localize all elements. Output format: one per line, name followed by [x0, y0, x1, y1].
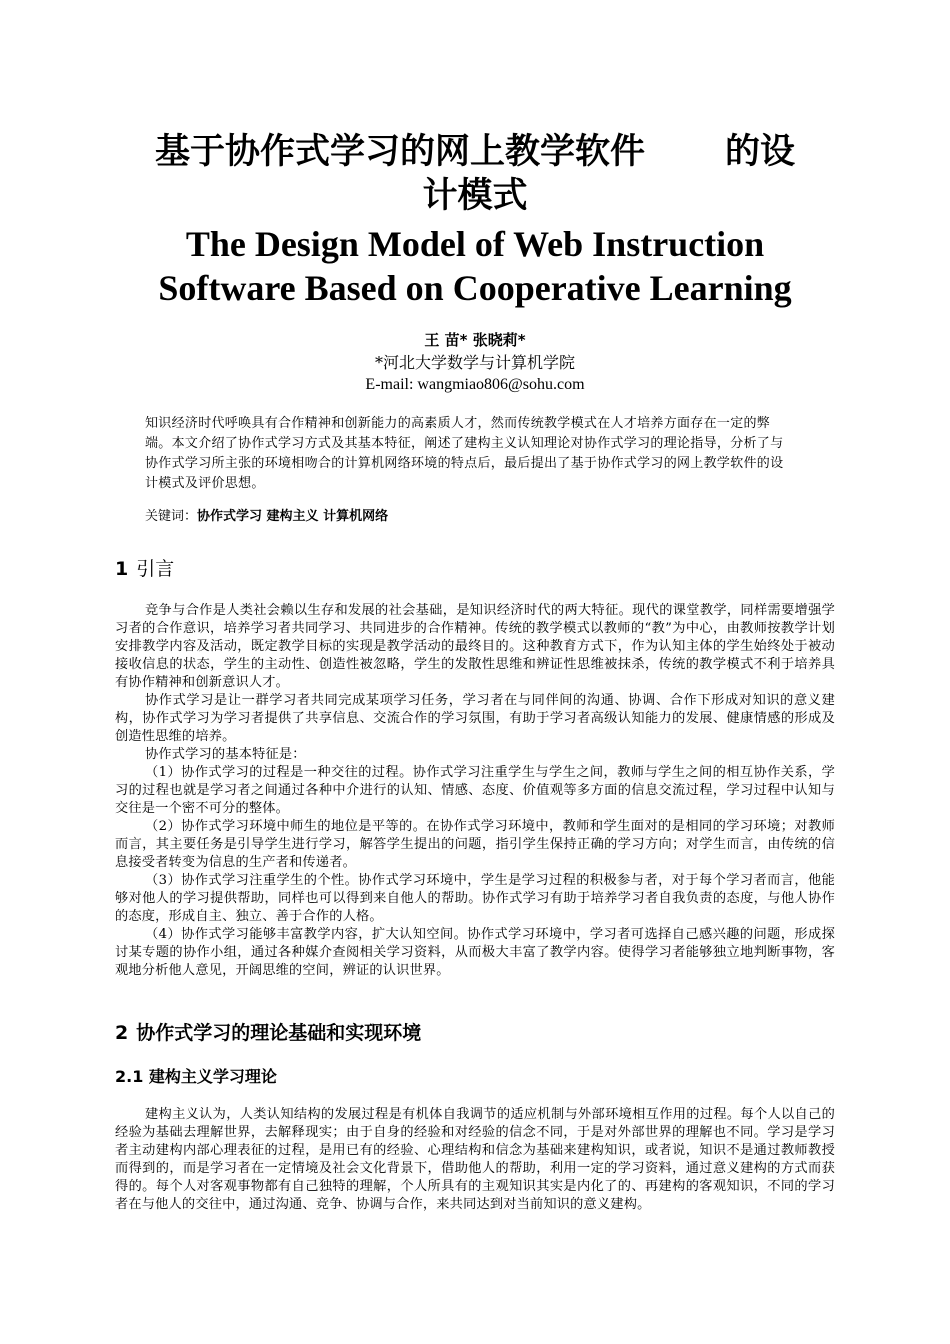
affiliation: *河北大学数学与计算机学院 [374, 353, 575, 372]
paragraph: （2）协作式学习环境中师生的地位是平等的。在协作式学习环境中，教师和学生面对的是相同的学习环境；对教师而言，其主要任务是引导学生进行学习，解答学生提出的问题，指引学生保持正确的学习方向；对学生而言，由传统的信息接受者转变为信息的生产者和传递者。 [115, 819, 835, 870]
paragraph: （3）协作式学习注重学生的个性。协作式学习环境中，学生是学习过程的积极参与者，对于每个学习者而言，他能够对他人的学习提供帮助，同样也可以得到来自他人的帮助。协作式学习有助于培养学习者自我负责的态度，与他人协作的态度，形成自主、独立、善于合作的人格。 [115, 873, 835, 924]
paragraph: （1）协作式学习的过程是一种交往的过程。协作式学习注重学生与学生之间，教师与学生之间的相互协作关系，学习的过程也就是学习者之间通过各种中介进行的认知、情感、态度、价值观等多方面的信息交流过程，学习过程中认知与交往是一个密不可分的整体。 [115, 765, 835, 816]
paragraph: 协作式学习是让一群学习者共同完成某项学习任务，学习者在与同伴间的沟通、协调、合作下形成对知识的意义建构，协作式学习为学习者提供了共享信息、交流合作的学习氛围，有助于学习者高级认知能力的发展、健康情感的形成及创造性思维的培养。 [115, 693, 835, 744]
section1-title: 引言 [136, 558, 175, 580]
section1-body [115, 602, 835, 980]
section2-1-heading: 2.1 建构主义学习理论 [115, 1067, 277, 1086]
chinese-title-line1a: 基于协作式学习的网上教学软件 [154, 132, 645, 172]
section2-title: 协作式学习的理论基础和实现环境 [136, 1022, 422, 1044]
authors: 王 苗* 张晓莉* [424, 331, 526, 349]
english-title-line2: Software Based on Cooperative Learning [158, 268, 792, 308]
chinese-title-line1b: 的设 [725, 132, 796, 172]
section2-number: 2 [115, 1022, 129, 1044]
section2-1-body [115, 1106, 835, 1214]
email: E-mail: wangmiao806@sohu.com [365, 376, 585, 393]
keywords-label: 关键词： [145, 509, 198, 524]
chinese-title [100, 130, 850, 218]
paragraph: 建构主义认为，人类认知结构的发展过程是有机体自我调节的适应机制与外部环境相互作用的过程。每个人以自己的经验为基础去理解世界，去解释现实；由于自身的经验和对经验的信念不同，于是对外部世界的理解也不同。学习是学习者主动建构内部心理表征的过程，是用已有的经验、心理结构和信念为基础来建构知识，或者说，知识不是通过教师教授而得到的，而是学习者在一定情境及社会文化背景下，借助他人的帮助，利用一定的学习资料，通过意义建构的方式而获得的。每个人对客观事物都有自己独特的理解，个人所具有的主观知识其实是内化了的、再建构的客观知识，不同的学习者在与他人的交往中，通过沟通、竞争、协调与合作，来共同达到对当前知识的意义建构。 [115, 1107, 835, 1212]
english-title [90, 222, 860, 310]
keywords-value: 协作式学习 建构主义 计算机网络 [197, 509, 389, 524]
keywords [145, 507, 388, 527]
chinese-title-line2: 计模式 [422, 176, 528, 216]
paragraph: 协作式学习的基本特征是： [145, 747, 306, 762]
english-title-line1: The Design Model of Web Instruction [185, 224, 765, 264]
paragraph: 竞争与合作是人类社会赖以生存和发展的社会基础，是知识经济时代的两大特征。现代的课堂教学，同样需要增强学习者的合作意识，培养学习者共同学习、共同进步的合作精神。传统的教学模式以教师的“教”为中心，由教师按教学计划安排教学内容及活动，既定教学目标的实现是教学活动的最终目的。这种教育方式下，作为认知主体的学生始终处于被动接收信息的状态，学生的主动性、创造性被忽略，学生的发散性思维和辨证性思维被抹杀，传统的教学模式不利于培养具有协作精神和创新意识人才。 [115, 603, 835, 690]
section1-heading [115, 556, 174, 582]
section2-heading [115, 1020, 421, 1046]
section1-number: 1 [115, 558, 129, 580]
paragraph: （4）协作式学习能够丰富教学内容，扩大认知空间。协作式学习环境中，学习者可选择自己感兴趣的问题，形成探讨某专题的协作小组，通过各种媒介查阅相关学习资料，从而极大丰富了教学内容。使得学习者能够独立地判断事物，客观地分析他人意见，开阔思维的空间，辨证的认识世界。 [115, 927, 835, 978]
abstract: 知识经济时代呼唤具有合作精神和创新能力的高素质人才，然而传统教学模式在人才培养方面存在一定的弊端。本文介绍了协作式学习方式及其基本特征，阐述了建构主义认知理论对协作式学习的理论指导，分析了与协作式学习所主张的环境相吻合的计算机网络环境的特点后，最后提出了基于协作式学习的网上教学软件的设计模式及评价思想。 [145, 416, 784, 491]
